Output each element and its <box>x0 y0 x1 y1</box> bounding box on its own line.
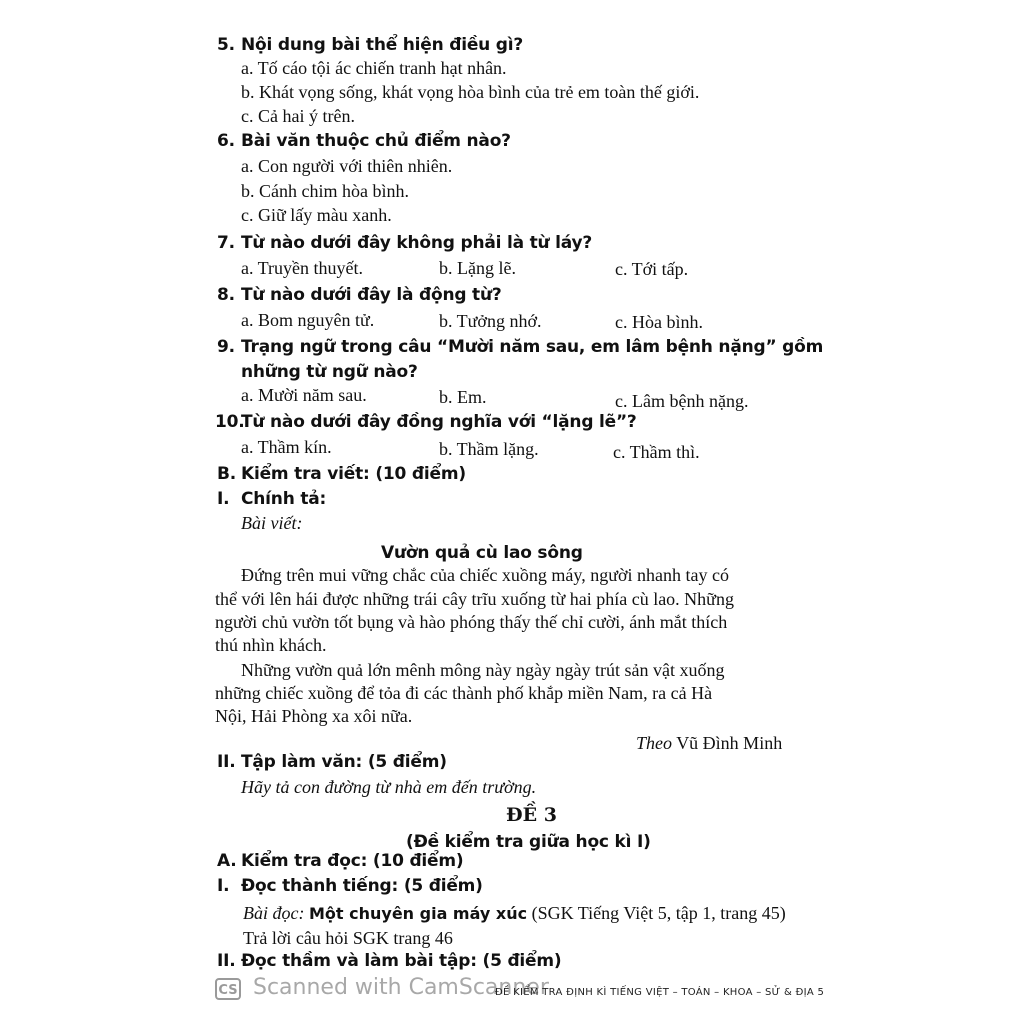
question-number: 6. <box>217 131 235 151</box>
passage-line: những chiếc xuồng để tỏa đi các thành phố khắp miền Nam, ra cả Hà <box>215 683 713 703</box>
section-title: Kiểm tra viết: (10 điểm) <box>241 464 466 484</box>
option-b: b. Thầm lặng. <box>439 439 539 459</box>
passage-line: Nội, Hải Phòng xa xôi nữa. <box>215 706 413 726</box>
composition-prompt: Hãy tả con đường từ nhà em đến trường. <box>241 777 537 797</box>
test-subtitle: (Đề kiểm tra giữa học kì I) <box>406 832 651 852</box>
section-number: II. <box>217 951 236 971</box>
dictation-label: Bài viết: <box>241 513 303 533</box>
passage-line: người chủ vườn tốt bụng và hào phóng thấy thế chỉ cười, ánh mắt thích <box>215 612 728 632</box>
passage-author <box>636 733 782 754</box>
question-text: Từ nào dưới đây là động từ? <box>241 285 502 305</box>
section-number: A. <box>217 851 237 871</box>
section-title: Đọc thành tiếng: (5 điểm) <box>241 876 483 896</box>
answer-instruction: Trả lời câu hỏi SGK trang 46 <box>243 928 453 948</box>
test-title: ĐỀ 3 <box>506 804 557 826</box>
section-b-heading <box>217 464 466 484</box>
section-title: Kiểm tra đọc: (10 điểm) <box>241 851 464 871</box>
question-text: Trạng ngữ trong câu “Mười năm sau, em lâm bệnh nặng” gồm <box>241 337 824 357</box>
option-c: c. Giữ lấy màu xanh. <box>241 205 392 225</box>
option-a: a. Tố cáo tội ác chiến tranh hạt nhân. <box>241 58 507 78</box>
passage-line: thú nhìn khách. <box>215 635 327 655</box>
option-c: c. Cả hai ý trên. <box>241 106 355 126</box>
author-prefix: Theo <box>636 733 672 753</box>
question-8 <box>217 285 502 305</box>
option-c: c. Lâm bệnh nặng. <box>615 391 749 411</box>
section-number: I. <box>217 489 230 509</box>
question-number: 8. <box>217 285 235 305</box>
option-b: b. Khát vọng sống, khát vọng hòa bình của trẻ em toàn thế giới. <box>241 82 700 102</box>
reading-title: Một chuyên gia máy xúc <box>308 904 528 923</box>
de3-section-a-heading <box>217 851 463 871</box>
option-a: a. Con người với thiên nhiên. <box>241 156 453 176</box>
de3-section-ii-heading <box>217 951 561 971</box>
reading-source: (SGK Tiếng Việt 5, tập 1, trang 45) <box>531 903 786 923</box>
de3-section-i-heading <box>217 876 483 896</box>
section-title: Chính tả: <box>241 489 327 509</box>
scanner-watermark: Scanned with CamScanner <box>253 975 549 1000</box>
question-5 <box>217 35 523 55</box>
passage-line: thể với lên hái được những trái cây trĩu xuống từ hai phía cù lao. Những <box>215 589 734 609</box>
section-ii-heading <box>217 752 447 772</box>
question-9 <box>217 337 823 357</box>
question-6 <box>217 131 511 151</box>
option-a: a. Bom nguyên tử. <box>241 310 375 330</box>
option-b: b. Cánh chim hòa bình. <box>241 181 409 201</box>
passage-title: Vườn quả cù lao sông <box>381 543 583 563</box>
author-name: Vũ Đình Minh <box>676 733 783 753</box>
book-title-footer: ĐỀ KIỂM TRA ĐỊNH KÌ TIẾNG VIỆT – TOÁN – KHOA – SỬ & ĐỊA 5 <box>495 987 825 998</box>
option-c: c. Tới tấp. <box>615 259 689 279</box>
question-7 <box>217 233 592 253</box>
question-10 <box>215 412 637 432</box>
question-text: Nội dung bài thể hiện điều gì? <box>241 35 524 55</box>
section-title: Tập làm văn: (5 điểm) <box>241 752 447 772</box>
question-9-continued: những từ ngữ nào? <box>241 362 418 382</box>
section-title: Đọc thầm và làm bài tập: (5 điểm) <box>241 951 562 971</box>
question-number: 10. <box>215 412 245 432</box>
question-number: 7. <box>217 233 235 253</box>
reading-label: Bài đọc: <box>243 903 305 923</box>
section-number: I. <box>217 876 230 896</box>
option-a: a. Thầm kín. <box>241 437 332 457</box>
question-text: Từ nào dưới đây không phải là từ láy? <box>241 233 593 253</box>
question-text: Bài văn thuộc chủ điểm nào? <box>241 131 511 151</box>
option-a: a. Mười năm sau. <box>241 385 367 405</box>
passage-line: Đứng trên mui vững chắc của chiếc xuồng máy, người nhanh tay có <box>241 565 729 585</box>
question-number: 9. <box>217 337 235 357</box>
section-number: B. <box>217 464 237 484</box>
question-text: Từ nào dưới đây đồng nghĩa với “lặng lẽ”? <box>241 412 637 432</box>
section-number: II. <box>217 752 236 772</box>
page-footer <box>215 975 825 1003</box>
option-a: a. Truyền thuyết. <box>241 258 364 278</box>
passage-line: Những vườn quả lớn mênh mông này ngày ngày trút sản vật xuống <box>241 660 725 680</box>
option-b: b. Lặng lẽ. <box>439 258 516 278</box>
option-b: b. Tưởng nhớ. <box>439 311 542 331</box>
reading-line <box>243 903 786 924</box>
question-number: 5. <box>217 35 235 55</box>
option-c: c. Hòa bình. <box>615 312 703 332</box>
section-i-heading <box>217 489 326 509</box>
option-c: c. Thầm thì. <box>613 442 700 462</box>
camscanner-logo-icon: CS <box>215 978 241 1000</box>
option-b: b. Em. <box>439 387 487 407</box>
